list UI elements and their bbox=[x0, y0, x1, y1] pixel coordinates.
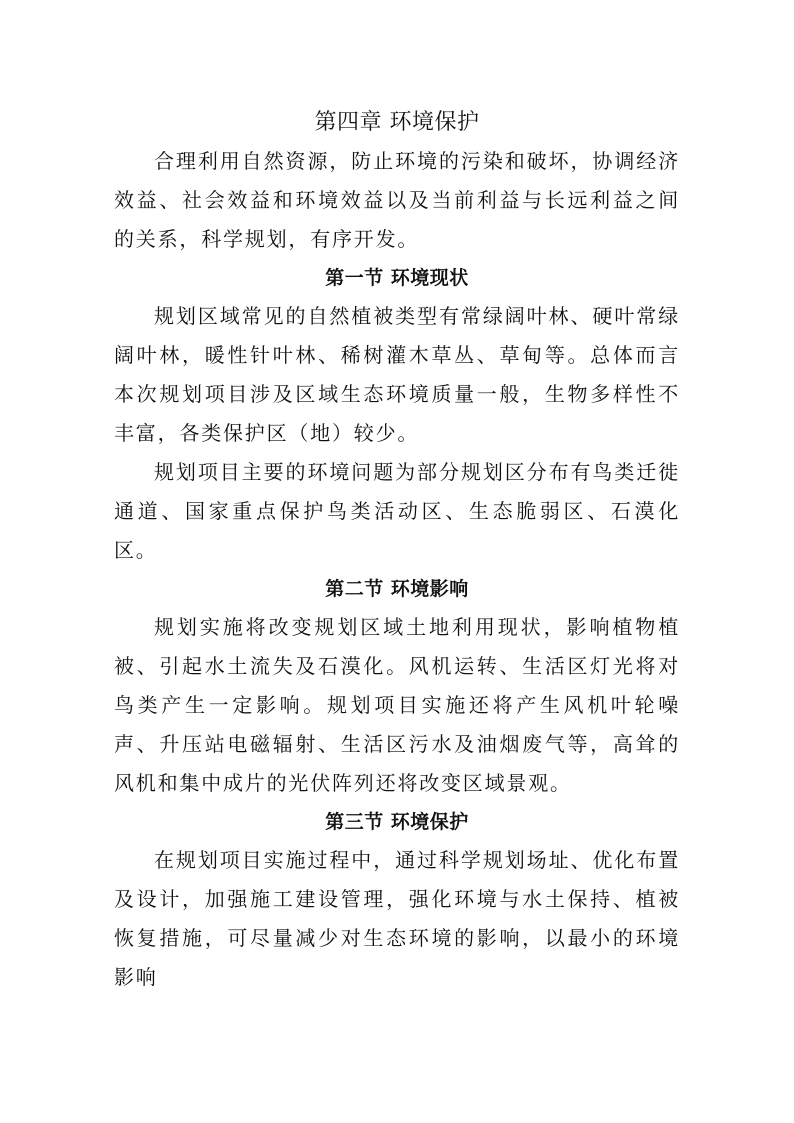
section-title-environment-status: 第一节 环境现状 bbox=[325, 267, 469, 289]
status-paragraph-issues: 规划项目主要的环境问题为部分规划区分布有鸟类迁徙通道、国家重点保护鸟类活动区、生态脆弱区、石漠化区。 bbox=[114, 460, 680, 562]
chapter-title: 第四章 环境保护 bbox=[314, 110, 480, 135]
document-body bbox=[114, 104, 680, 997]
impact-paragraph: 规划实施将改变规划区域土地利用现状，影响植物植被、引起水土流失及石漠化。风机运转、生活区灯光将对鸟类产生一定影响。规划项目实施还将产生风机叶轮噪声、升压站电磁辐射、生活区污水及油烟废气等，高耸的风机和集中成片的光伏阵列还将改变区域景观。 bbox=[114, 615, 680, 795]
status-paragraph-vegetation: 规划区域常见的自然植被类型有常绿阔叶林、硬叶常绿阔叶林，暖性针叶林、稀树灌木草丛、草甸等。总体而言本次规划项目涉及区域生态环境质量一般，生物多样性不丰富，各类保护区（地）较少。 bbox=[114, 304, 680, 445]
chapter-intro-paragraph: 合理利用自然资源，防止环境的污染和破坏，协调经济效益、社会效益和环境效益以及当前利益与长远利益之间的关系，科学规划，有序开发。 bbox=[114, 149, 680, 251]
section-title-environment-protection: 第三节 环境保护 bbox=[325, 811, 469, 833]
section-title-environment-impact: 第二节 环境影响 bbox=[325, 578, 469, 600]
protection-paragraph: 在规划项目实施过程中，通过科学规划场址、优化布置及设计，加强施工建设管理，强化环境与水土保持、植被恢复措施，可尽量减少对生态环境的影响，以最小的环境影响 bbox=[114, 848, 680, 989]
